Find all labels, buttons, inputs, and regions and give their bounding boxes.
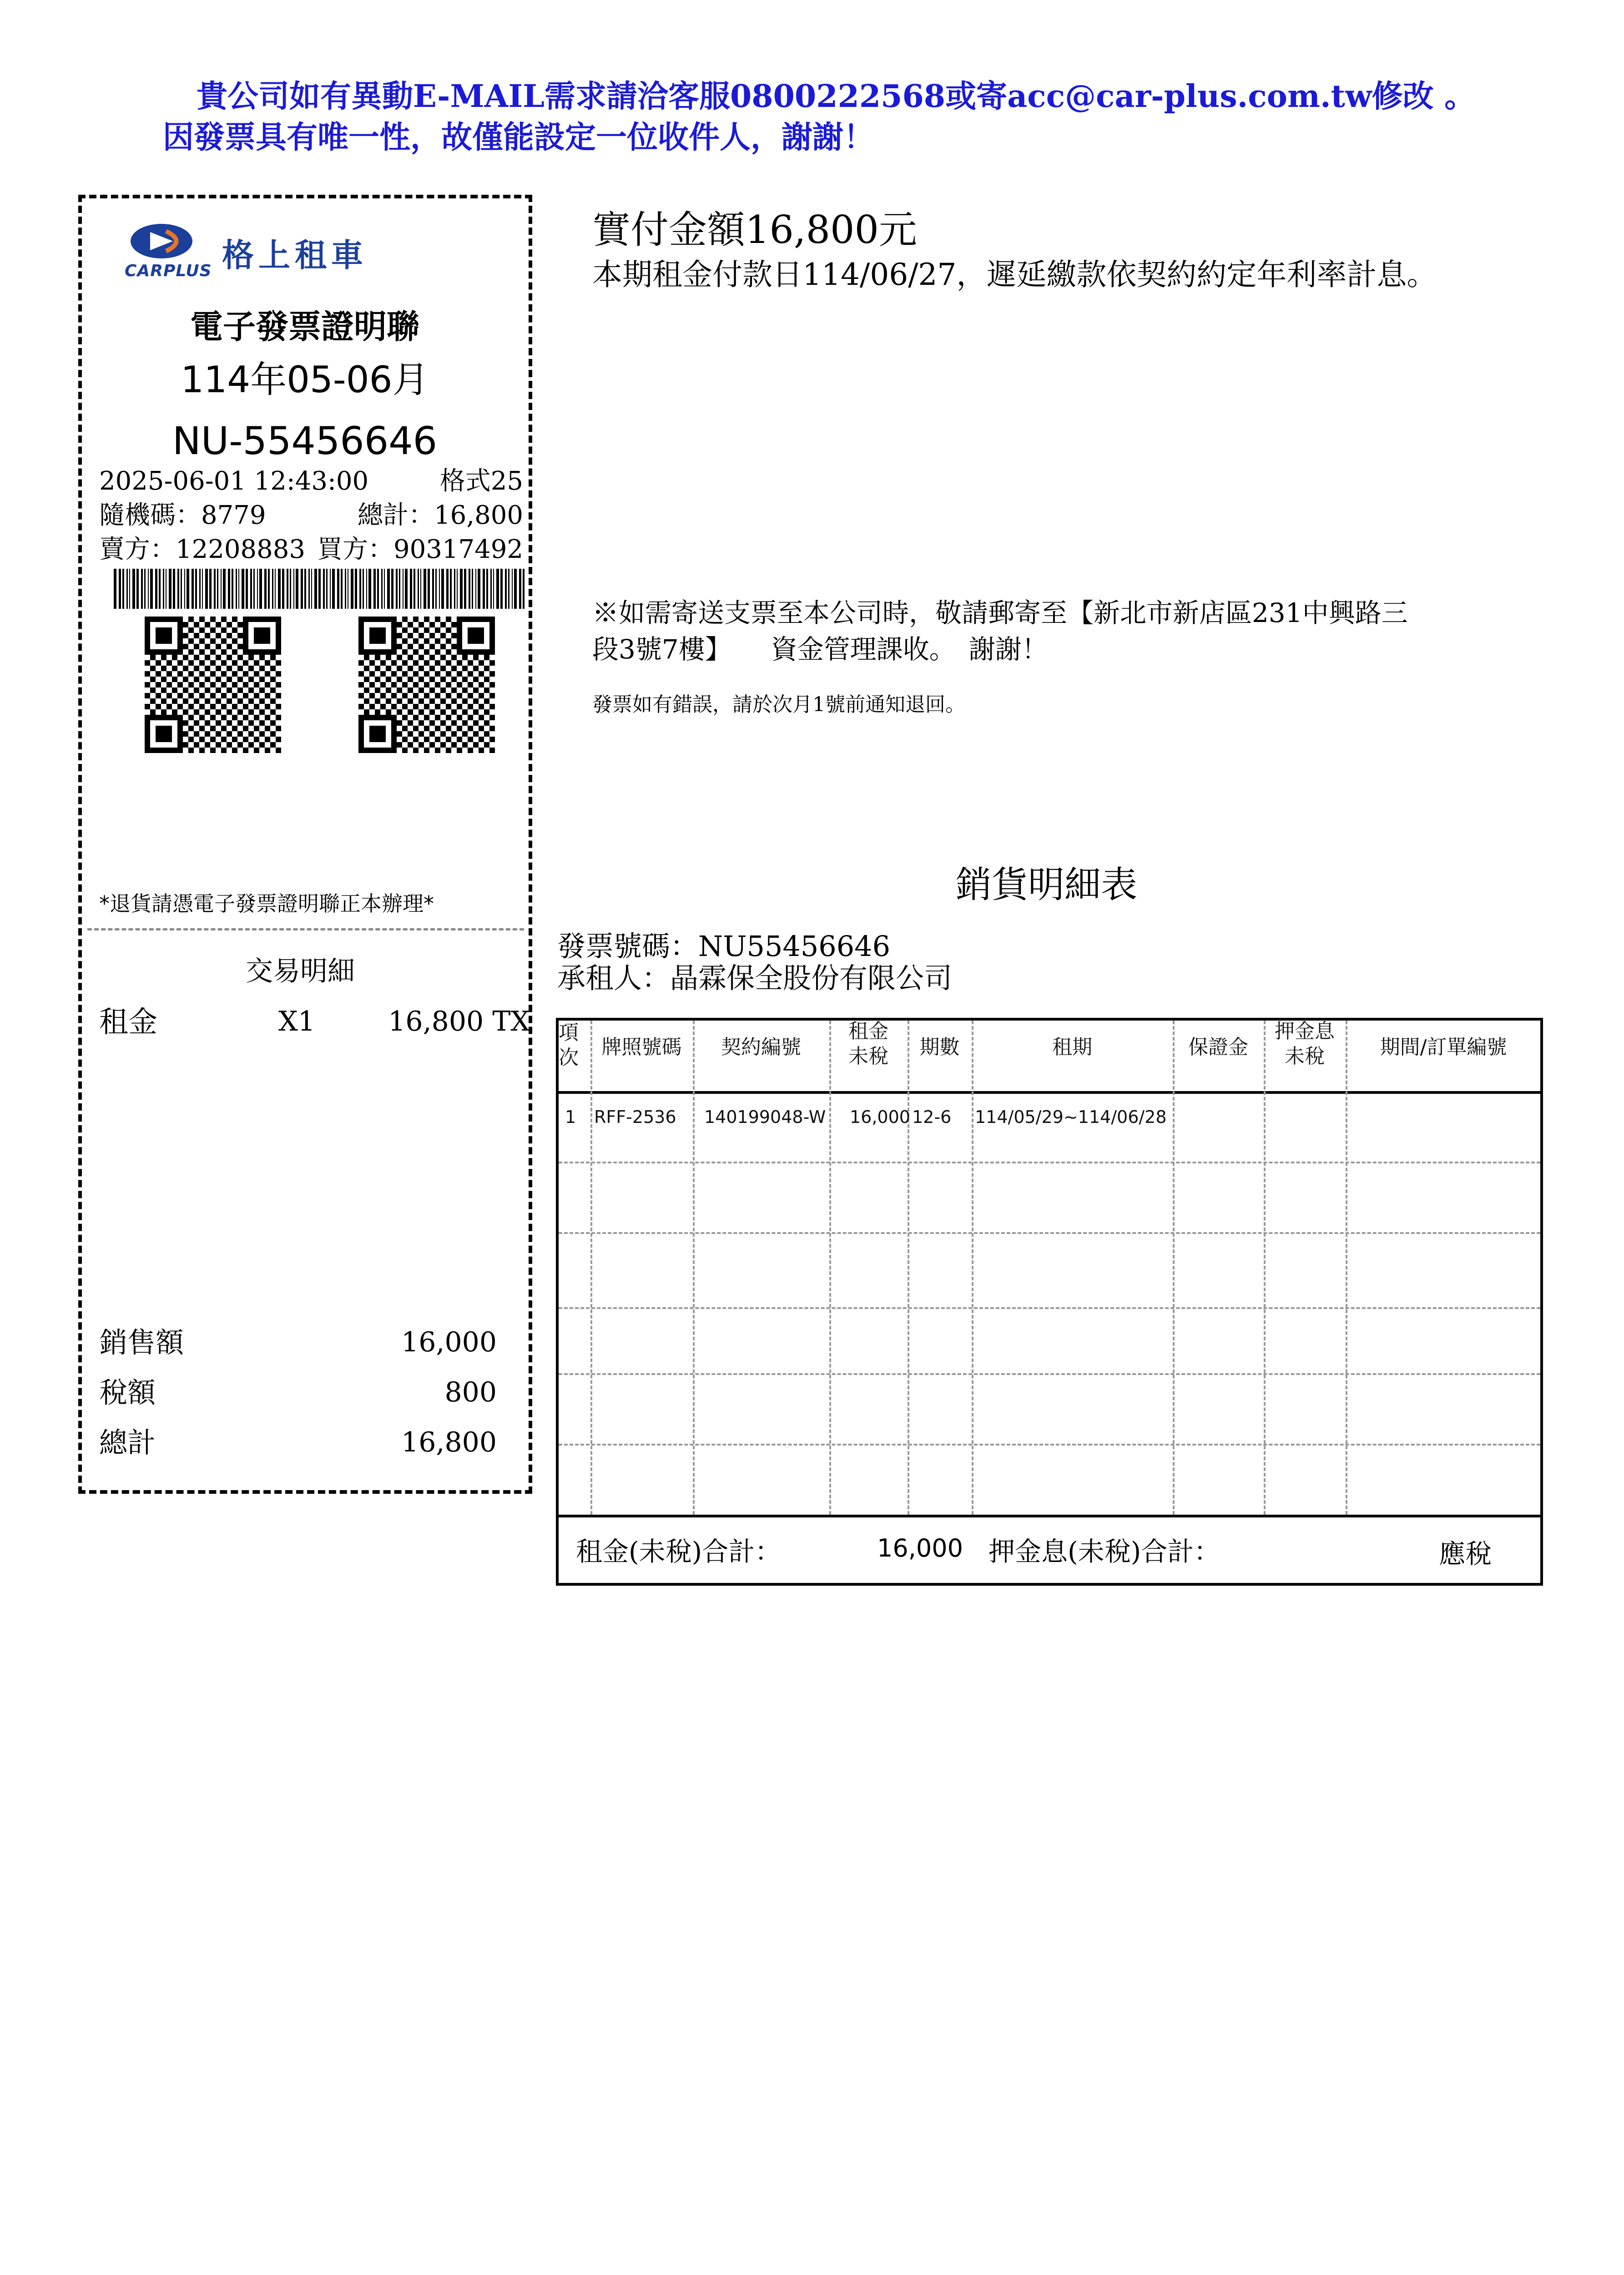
trade-detail-title: 交易明細	[246, 956, 355, 987]
sales-value: 16,000	[401, 1326, 497, 1358]
sales-detail-table	[556, 1018, 1543, 1586]
paid-amount: 實付金額16,800元	[592, 207, 917, 252]
sales-detail-title: 銷貨明細表	[955, 864, 1137, 906]
sales-detail-invoice-number: 發票號碼：NU55456646	[557, 930, 891, 963]
invoice-barcode	[114, 569, 525, 609]
total-label: 總計	[99, 1426, 156, 1459]
header-plate: 牌照號碼	[601, 1036, 682, 1059]
row-1-rent: 16,000	[850, 1107, 910, 1127]
header-item-1: 項	[559, 1021, 579, 1044]
receipt-total-top: 總計：16,800	[358, 500, 523, 530]
row-1-installment: 12-6	[912, 1107, 952, 1127]
receipt-invoice-number: NU-55456646	[172, 419, 438, 463]
receipt-buyer: 買方：90317492	[317, 535, 523, 564]
lessee: 承租人：晶霖保全股份有限公司	[557, 961, 953, 995]
left-qr-code	[145, 617, 281, 753]
row-1-contract: 140199048-W	[704, 1107, 826, 1127]
header-item-2: 次	[559, 1046, 579, 1069]
tax-type: 應稅	[1439, 1538, 1492, 1569]
header-rent-1: 租金	[848, 1020, 888, 1043]
item-amount: 16,800 TX	[388, 1006, 530, 1037]
total-value: 16,800	[401, 1426, 497, 1458]
header-deposit: 保證金	[1188, 1036, 1248, 1059]
receipt-period: 114年05-06月	[181, 359, 429, 401]
header-deposit-interest-1: 押金息	[1275, 1020, 1335, 1043]
header-rent-2: 未稅	[848, 1045, 888, 1068]
row-1-period: 114/05/29~114/06/28	[975, 1107, 1167, 1127]
header-deposit-interest-2: 未稅	[1285, 1045, 1325, 1068]
return-note: *退貨請憑電子發票證明聯正本辦理*	[99, 891, 434, 916]
item-qty: X1	[278, 1006, 315, 1037]
tax-label: 稅額	[99, 1376, 156, 1409]
header-period: 租期	[1052, 1036, 1092, 1059]
error-note: 發票如有錯誤，請於次月1號前通知退回。	[592, 693, 965, 716]
header-order-no: 期間/訂單編號	[1380, 1036, 1507, 1059]
receipt-divider	[87, 928, 524, 930]
item-name: 租金	[99, 1006, 157, 1039]
receipt-datetime: 2025-06-01 12:43:00	[99, 466, 369, 496]
row-1-item: 1	[565, 1107, 576, 1127]
mail-note-2: 段3號7樓】 資金管理課收。 謝謝！	[592, 634, 1048, 665]
logo-brand-text: CARPLUS	[125, 262, 212, 280]
payment-due-note: 本期租金付款日114/06/27，遲延繳款依契約約定年利率計息。	[592, 257, 1437, 292]
notice-line-1: 貴公司如有異動E-MAIL需求請洽客服0800222568或寄acc@car-plus.com.tw修改 。	[197, 78, 1476, 115]
receipt-format: 格式25	[439, 466, 523, 496]
mail-note-1: ※如需寄送支票至本公司時，敬請郵寄至【新北市新店區231中興路三	[592, 597, 1408, 628]
rent-total-value: 16,000	[877, 1534, 963, 1562]
rent-total-label: 租金(未稅)合計：	[576, 1536, 782, 1567]
header-contract: 契約編號	[721, 1036, 801, 1059]
right-qr-code	[358, 617, 495, 753]
tax-value: 800	[444, 1376, 497, 1408]
logo-name-text: 格上租車	[222, 237, 368, 274]
receipt-seller: 賣方：12208883	[99, 535, 306, 564]
deposit-interest-total-label: 押金息(未稅)合計：	[989, 1536, 1221, 1567]
receipt-title: 電子發票證明聯	[190, 308, 419, 346]
row-1-plate: RFF-2536	[594, 1107, 676, 1127]
sales-label: 銷售額	[99, 1326, 184, 1359]
header-installment: 期數	[919, 1036, 960, 1059]
receipt-random-code: 隨機碼：8779	[99, 500, 266, 530]
notice-line-2: 因發票具有唯一性，故僅能設定一位收件人，謝謝！	[163, 119, 875, 156]
